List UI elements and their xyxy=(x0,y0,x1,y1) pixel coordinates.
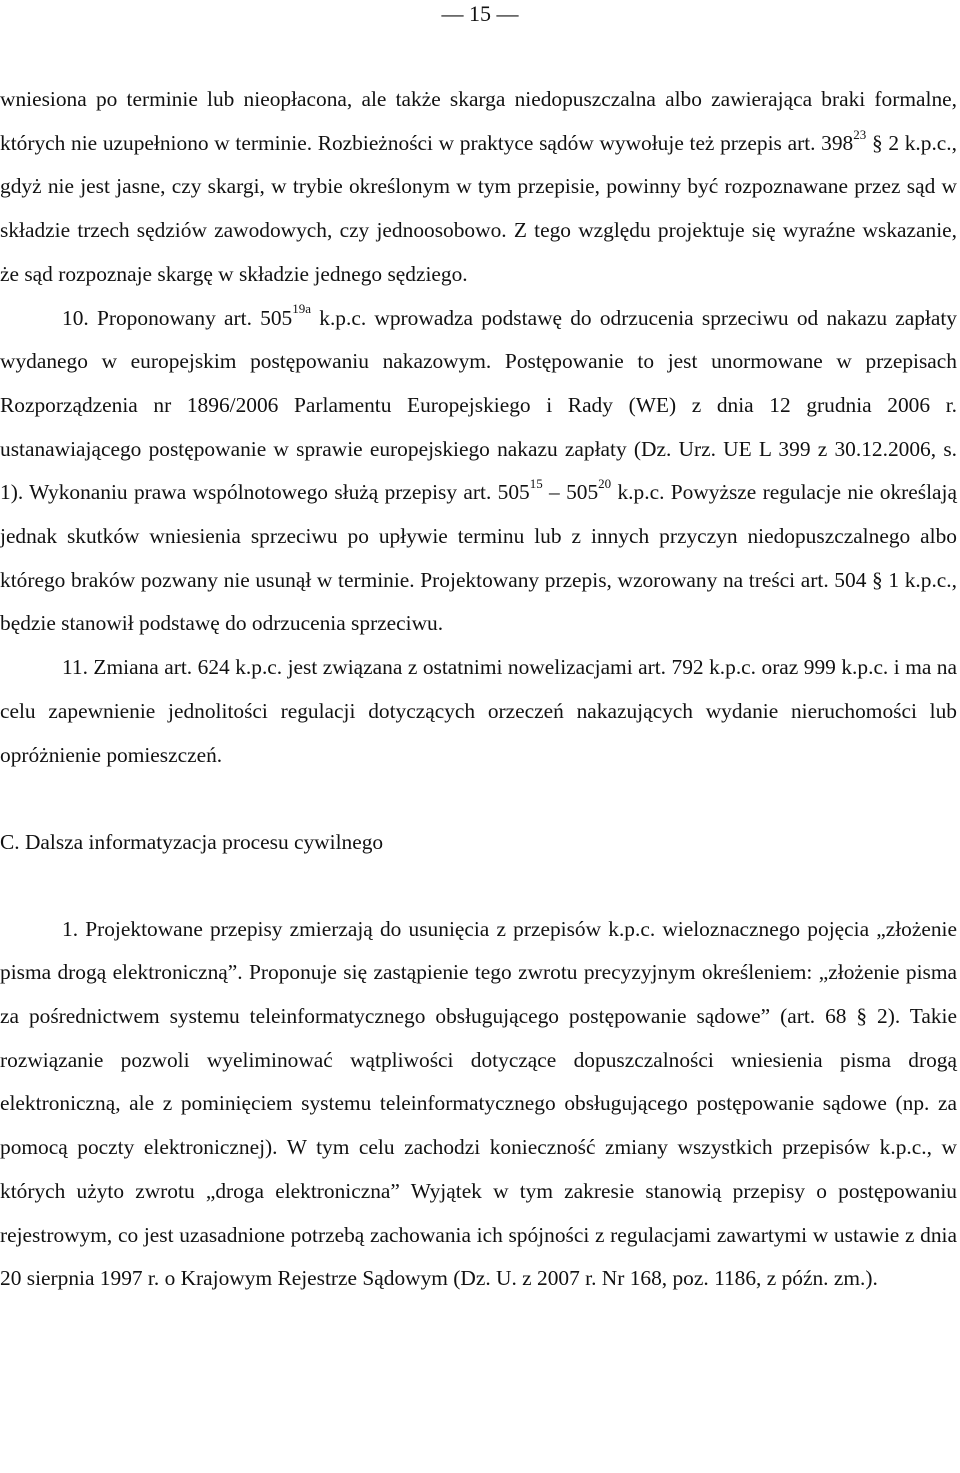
paragraph-text: – 505 xyxy=(542,480,599,505)
paragraph-text: 10. Proponowany art. 505 xyxy=(62,305,293,330)
paragraph-point-10 xyxy=(0,297,957,647)
spacer xyxy=(0,777,957,821)
superscript: 23 xyxy=(853,126,867,142)
paragraph-c-point-1: 1. Projektowane przepisy zmierzają do usunięcia z przepisów k.p.c. wieloznacznego pojęcia „złożenie pisma drogą elektroniczną”. Proponuje się zastąpienie tego zwrotu precyzyjnym określeniem: „złożenie pisma za pośrednictwem systemu teleinformatycznego obsługującego postępowanie sądowe” (art. 68 § 2). Takie rozwiązanie pozwoli wyeliminować wątpliwości dotyczące dopuszczalności wniesienia pisma drogą elektroniczną, ale z pominięciem systemu teleinformatycznego obsługującego postępowanie sądowe (np. za pomocą poczty elektronicznej). W tym celu zachodzi konieczność zmiany wszystkich przepisów k.p.c., w których użyto zwrotu „droga elektroniczna” Wyjątek w tym zakresie stanowią przepisy o postępowaniu rejestrowym, co jest uzasadnione potrzebą zachowania ich spójności z regulacjami zawartymi w ustawie z dnia 20 sierpnia 1997 r. o Krajowym Rejestrze Sądowym (Dz. U. z 2007 r. Nr 168, poz. 1186, z późn. zm.). xyxy=(0,916,957,1291)
section-heading-c: C. Dalsza informatyzacja procesu cywilnego xyxy=(0,829,384,854)
paragraph-text: k.p.c. Powyższe regulacje nie określają jednak skutków wniesienia sprzeciwu po upływie terminu lub z innych przyczyn niedopuszczalnego albo którego braków pozwany nie usunął w terminie. Projektowany przepis, wzorowany na treści art. 504 § 1 k.p.c., będzie stanowił podstawę do odrzucenia sprzeciwu. xyxy=(0,480,957,636)
superscript: 19a xyxy=(292,301,312,317)
paragraph-point-11: 11. Zmiana art. 624 k.p.c. jest związana z ostatnimi nowelizacjami art. 792 k.p.c. oraz 999 k.p.c. i ma na celu zapewnienie jednolitości regulacji dotyczących orzeczeń nakazujących wydanie nieruchomości lub opróżnienie pomieszczeń. xyxy=(0,655,957,767)
paragraph-text: k.p.c. wprowadza podstawę do odrzucenia sprzeciwu od nakazu zapłaty wydanego w europejskim postępowaniu nakazowym. Postępowanie to jest unormowane w przepisach Rozporządzenia nr 1896/2006 Parlamentu Europejskiego i Rady (WE) z dnia 12 grudnia 2006 r. ustanawiającego postępowanie w sprawie europejskiego nakazu zapłaty (Dz. Urz. UE L 399 z 30.12.2006, s. 1). Wykonaniu prawa wspólnotowego służą przepisy art. 505 xyxy=(0,305,958,505)
document-body xyxy=(0,78,957,1301)
paragraph-text: wniesiona po terminie lub nieopłacona, ale także skarga niedopuszczalna albo zawierająca braki formalne, których nie uzupełniono w terminie. Rozbieżności w praktyce sądów wywołuje też przepis art. 398 xyxy=(0,87,957,155)
paragraph-skarga xyxy=(0,78,957,297)
superscript: 20 xyxy=(598,476,612,492)
superscript: 15 xyxy=(529,476,543,492)
paragraph-text: § 2 k.p.c., gdyż nie jest jasne, czy skargi, w trybie określonym w tym przepisie, powinny być rozpoznawane przez sąd w składzie trzech sędziów zawodowych, czy jednoosobowo. Z tego względu projektuje się wyraźne wskazanie, że sąd rozpoznaje skargę w składzie jednego sędziego. xyxy=(0,130,957,286)
page-number: — 15 — xyxy=(441,1,519,26)
spacer xyxy=(0,865,957,908)
